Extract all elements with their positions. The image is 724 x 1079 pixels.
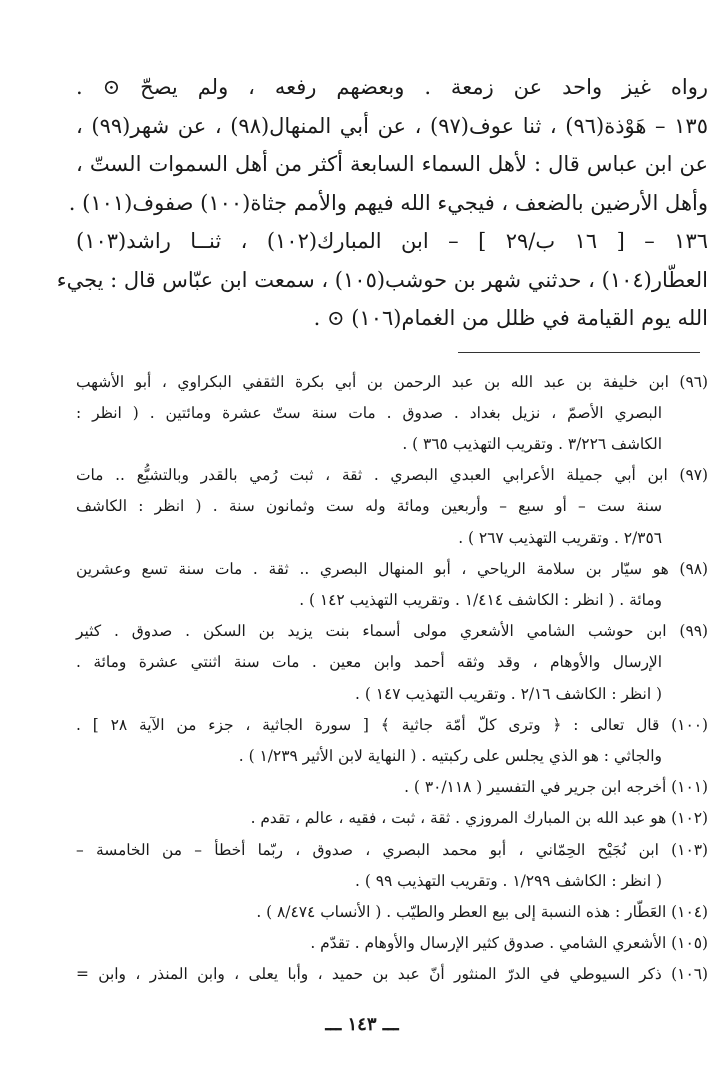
main-text bbox=[56, 68, 709, 338]
footnote bbox=[76, 772, 708, 803]
footnote-line: (٩٦) ابن خليفة بن عبد الله بن عبد الرحمن بن أبي بكرة الثقفي البكراوي ، أبو الأشهب bbox=[76, 372, 708, 391]
footnote-separator bbox=[458, 352, 700, 353]
footnote-line: ( انظر : الكاشف ٢/١٦ . وتقريب التهذيب ١٤٧ ) . bbox=[355, 684, 662, 703]
footnote-line: سنة ست – أو سبع – وأربعين ومائة وله ست وثمانون سنة . ( انظر : الكاشف bbox=[76, 497, 662, 516]
footnote-line: (١٠٦) ذكر السيوطي في الدرّ المنثور أنّ عبد بن حميد ، وأبا يعلى ، وابن المنذر ، وابن = bbox=[76, 965, 708, 984]
page-number: ـــ ١٤٣ ـــ bbox=[325, 1014, 399, 1035]
footnote bbox=[76, 554, 708, 616]
footnote bbox=[76, 710, 708, 772]
footnotes bbox=[76, 367, 708, 991]
footnote-line: (٩٧) ابن أبي جميلة الأعرابي العبدي البصري . ثقة ، ثبت رُمي بالقدر وبالتشيُّع .. مات bbox=[76, 466, 708, 485]
footnote bbox=[76, 959, 708, 990]
footnote-line: ( انظر : الكاشف ١/٢٩٩ . وتقريب التهذيب ٩٩ ) . bbox=[355, 871, 662, 890]
main-line: عن ابن عباس قال : لأهل السماء السابعة أكثر من أهل السموات الستّ ، bbox=[76, 152, 708, 176]
main-line: ١٣٥ – هَوْذة(٩٦) ، ثنا عوف(٩٧) ، عن أبي المنهال(٩٨) ، عن شهر(٩٩) ، bbox=[76, 113, 708, 138]
footnote-line: (١٠٣) ابن نُجَيْح الحِمّاني ، أبو محمد البصري ، صدوق ، ربّما أخطأ – من الخامسة – bbox=[76, 840, 708, 859]
footnote bbox=[76, 616, 708, 710]
footnote-line: البصري الأصمّ ، نزيل بغداد . صدوق . مات سنة ستّ عشرة ومائتين . ( انظر : bbox=[76, 403, 662, 422]
main-line: ١٣٦ – [ ١٦ ب/٢٩ ] – ابن المبارك(١٠٢) ، ثنــا راشد(١٠٣) bbox=[76, 229, 709, 253]
footnote bbox=[76, 835, 708, 897]
footnote-line: (١٠٤) العَطّار : هذه النسبة إلى بيع العطر والطيّب . ( الأنساب ٨/٤٧٤ ) . bbox=[256, 902, 708, 921]
footnote bbox=[76, 460, 708, 554]
footnote-line: ٢/٣٥٦ . وتقريب التهذيب ٢٦٧ ) . bbox=[458, 528, 662, 547]
footnote-line: ومائة . ( انظر : الكاشف ١/٤١٤ . وتقريب التهذيب ١٤٢ ) . bbox=[299, 590, 662, 609]
footnote bbox=[76, 803, 708, 834]
footnote-line: والجاثي : هو الذي يجلس على ركبتيه . ( النهاية لابن الأثير ١/٢٣٩ ) . bbox=[238, 746, 662, 765]
footnote-line: (٩٩) ابن حوشب الشامي الأشعري مولى أسماء بنت يزيد بن السكن . صدوق . كثير bbox=[76, 622, 708, 641]
footnote bbox=[76, 367, 708, 461]
page-body bbox=[56, 68, 709, 991]
footnote-line: الكاشف ٣/٢٢٦ . وتقريب التهذيب ٣٦٥ ) . bbox=[402, 434, 662, 453]
footnote-line: الإرسال والأوهام ، وقد وثقه أحمد وابن معين . مات سنة اثنتي عشرة ومائة . bbox=[76, 653, 662, 672]
footnote-line: (١٠١) أخرجه ابن جرير في التفسير ( ٣٠/١١٨ ) . bbox=[404, 778, 708, 797]
main-line: الله يوم القيامة في ظلل من الغمام(١٠٦) ⊙ . bbox=[313, 306, 708, 330]
footnote-line: (١٠٠) قال تعالى : ﴿ وترى كلّ أمّة جاثية ﴾ [ سورة الجاثية ، جزء من الآية ٢٨ ] . bbox=[76, 715, 708, 734]
footnote bbox=[76, 897, 708, 928]
main-line: رواه غيز واحد عن زمعة . وبعضهم رفعه ، ولم يصحّ ⊙ . bbox=[76, 75, 708, 99]
main-line: العطّار(١٠٤) ، حدثني شهر بن حوشب(١٠٥) ، سمعت ابن عبّاس قال : يجيء bbox=[56, 267, 708, 292]
footnote-line: (٩٨) هو سيّار بن سلامة الرياحي ، أبو المنهال البصري .. ثقة . مات سنة تسع وعشرين bbox=[76, 559, 708, 578]
main-line: وأهل الأرضين بالضعف ، فيجيء الله فيهم والأمم جثاة(١٠٠) صفوف(١٠١) . bbox=[68, 190, 708, 215]
footnote-line: (١٠٢) هو عبد الله بن المبارك المروزي . ثقة ، ثبت ، فقيه ، عالم ، تقدم . bbox=[250, 809, 708, 828]
footnote-line: (١٠٥) الأشعري الشامي . صدوق كثير الإرسال والأوهام . تقدّم . bbox=[310, 934, 708, 953]
footnote bbox=[76, 928, 708, 959]
